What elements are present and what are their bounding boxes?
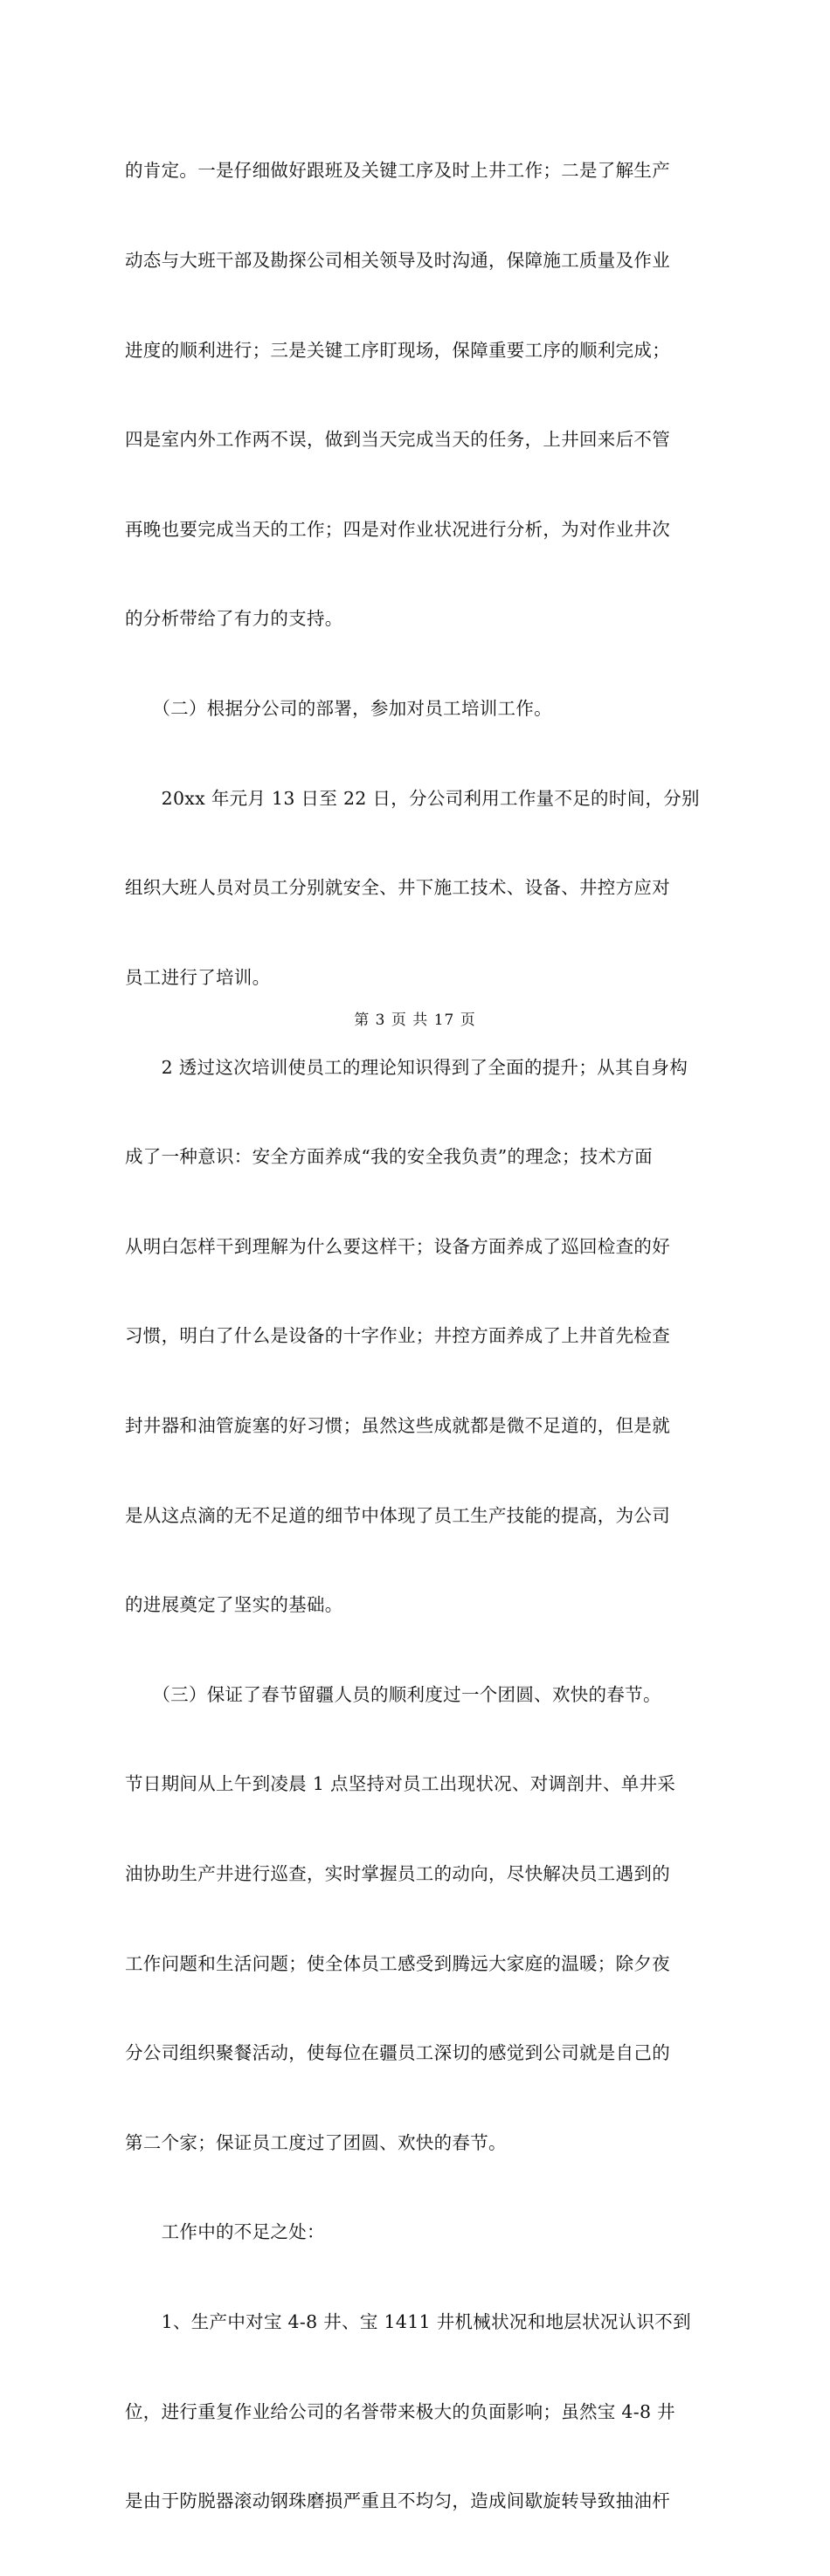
text-line: 的进展奠定了坚实的基础。 [125, 1594, 343, 1616]
text-line: 2 透过这次培训使员工的理论知识得到了全面的提升；从其自身构 [125, 1056, 688, 1078]
text-line: 四是室内外工作两不误，做到当天完成当天的任务，上井回来后不管 [125, 429, 670, 451]
text-line: 1、生产中对宝 4-8 井、宝 1411 井机械状况和地层状况认识不到 [125, 2311, 691, 2333]
body-text [125, 96, 709, 2576]
text-line: 习惯，明白了什么是设备的十字作业；井控方面养成了上井首先检查 [125, 1325, 670, 1347]
text-line: 成了一种意识：安全方面养成“我的安全我负责”的理念；技术方面 [125, 1146, 653, 1168]
section-heading-2: （二）根据分公司的部署，参加对员工培训工作。 [125, 698, 552, 720]
text-line: 20xx 年元月 13 日至 22 日，分公司利用工作量不足的时间，分别 [125, 787, 700, 809]
text-line: 分公司组织聚餐活动，使每位在疆员工深切的感觉到公司就是自己的 [125, 2042, 670, 2064]
page-number-footer: 第 3 页 共 17 页 [354, 1012, 476, 1029]
text-line: 油协助生产井进行巡查，实时掌握员工的动向，尽快解决员工遇到的 [125, 1862, 670, 1884]
text-line: 是由于防脱器滚动钢珠磨损严重且不均匀，造成间歇旋转导致抽油杆 [125, 2490, 670, 2512]
text-line: 是从这点滴的无不足道的细节中体现了员工生产技能的提高，为公司 [125, 1504, 670, 1526]
text-line: 节日期间从上午到凌晨 1 点坚持对员工出现状况、对调剖井、单井采 [125, 1773, 676, 1795]
text-line: 动态与大班干部及勘探公司相关领导及时沟通，保障施工质量及作业 [125, 250, 670, 272]
document-body [125, 96, 709, 2576]
text-line: 位，进行重复作业给公司的名誉带来极大的负面影响；虽然宝 4-8 井 [125, 2400, 675, 2422]
text-line: 封井器和油管旋塞的好习惯；虽然这些成就都是微不足道的，但是就 [125, 1414, 670, 1436]
text-line: 的分析带给了有力的支持。 [125, 608, 343, 630]
text-line: 组织大班人员对员工分别就安全、井下施工技术、设备、井控方应对 [125, 877, 670, 899]
shortcomings-heading: 工作中的不足之处： [125, 2221, 325, 2243]
text-line: 工作问题和生活问题；使全体员工感受到腾远大家庭的温暖；除夕夜 [125, 1952, 670, 1974]
text-line: 第二个家；保证员工度过了团圆、欢快的春节。 [125, 2131, 507, 2153]
text-line: 从明白怎样干到理解为什么要这样干；设备方面养成了巡回检查的好 [125, 1235, 670, 1257]
text-line: 进度的顺利进行；三是关键工序盯现场，保障重要工序的顺利完成； [125, 339, 670, 361]
text-line: 员工进行了培训。 [125, 966, 271, 988]
text-line: 的肯定。一是仔细做好跟班及关键工序及时上井工作；二是了解生产 [125, 160, 670, 182]
text-line: 再晚也要完成当天的工作；四是对作业状况进行分析，为对作业井次 [125, 518, 670, 540]
section-heading-3: （三）保证了春节留疆人员的顺利度过一个团圆、欢快的春节。 [125, 1683, 661, 1705]
